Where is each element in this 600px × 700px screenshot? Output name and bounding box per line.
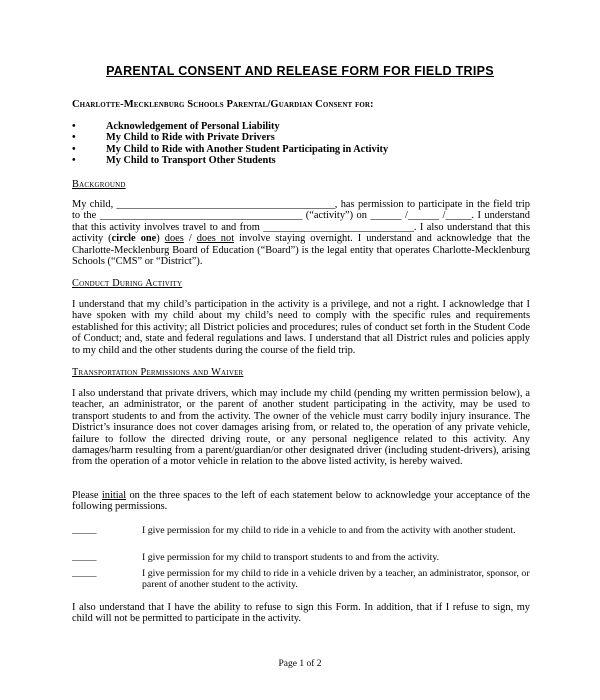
- initial-word: initial: [101, 490, 127, 501]
- bullet-item: [72, 132, 542, 143]
- circle-one-label: circle one: [111, 233, 157, 245]
- bullet-glyph: •: [72, 154, 76, 166]
- background-text-1: My child, __________________________________________, has permission to participate in the field trip to the _______________________________________ (“activity”) on ______ /______ /_____. I understand that this activity involves travel to and from _____________________________. I also understand that this activity (: [72, 199, 530, 245]
- form-title: PARENTAL CONSENT AND RELEASE FORM FOR FIELD TRIPS: [106, 64, 494, 78]
- page-number: Page 1 of 2: [278, 659, 322, 669]
- bullet-glyph: •: [72, 121, 76, 132]
- permission-text-1: I give permission for my child to ride in a vehicle to and from the activity with another student.: [142, 525, 516, 536]
- option-separator: /: [183, 233, 197, 245]
- instruction-after: on the three spaces to the left of each statement below to acknowledge your acceptance of the following permissions.: [72, 490, 530, 513]
- initial-blank-1[interactable]: _____: [72, 525, 97, 536]
- bullet-text: My Child to Transport Other Students: [106, 154, 276, 166]
- bullet-glyph: •: [72, 132, 76, 144]
- consent-for-heading: Charlotte-Mecklenburg Schools Parental/Guardian Consent for:: [72, 99, 374, 110]
- background-text-2: ): [156, 233, 165, 245]
- bullet-item: [72, 144, 542, 155]
- initial-blank-3[interactable]: _____: [72, 568, 97, 579]
- transportation-paragraph: I also understand that private drivers, which may include my child (pending my written permission below), a teacher, an administrator, or the parent of another student participating in the activity, may be used to transport students to and from the activity. The owner of the vehicle must carry bodily injury insurance. The District’s insurance does not cover damages arising from, or related to, the operation of any private vehicle, failure to follow the directed driving route, or any personal negligence related to this activity. Any damages/harm resulting from a parent/guardian/or other designated driver (including student-drivers), arising from the operation of a motor vehicle in relation to the above listed activity, is hereby waived.: [72, 388, 530, 468]
- bullet-glyph: •: [72, 143, 76, 155]
- background-text-3: involve staying overnight. I understand and acknowledge that the Charlotte-Mecklenburg Board of Education (“Board”) is the legal entity that operates Charlotte-Mecklenburg Schools (“CMS” or “District”).: [72, 233, 530, 268]
- conduct-paragraph: I understand that my child’s participation in the activity is a privilege, and not a right. I acknowledge that I have spoken with my child about my child’s need to comply with the specific rules and requirements established for this activity; all District policies and procedures; rules of conduct set forth in the Student Code of Conduct; and, state and federal regulations and laws. I understand that all District rules and policies apply to my child and the other students during the course of the field trip.: [72, 299, 530, 356]
- consent-bullet-list: [72, 121, 542, 166]
- option-does[interactable]: does: [164, 233, 184, 245]
- bullet-item: [72, 121, 542, 132]
- permission-text-3: I give permission for my child to ride in a vehicle driven by a teacher, an administrator, sponsor, or parent of another student to the activity.: [142, 568, 530, 590]
- bullet-text: My Child to Ride with Another Student Participating in Activity: [106, 143, 389, 155]
- bullet-text: My Child to Ride with Private Drivers: [106, 132, 275, 144]
- initial-instruction: [72, 490, 530, 513]
- background-paragraph: [72, 199, 530, 267]
- option-does-not[interactable]: does not: [196, 233, 235, 245]
- instruction-before: Please: [72, 490, 102, 501]
- transportation-heading: Transportation Permissions and Waiver: [72, 367, 244, 378]
- refusal-paragraph: I also understand that I have the ability to refuse to sign this Form. In addition, that if I refuse to sign, my child will not be permitted to participate in the activity.: [72, 602, 530, 625]
- bullet-text: Acknowledgement of Personal Liability: [106, 121, 280, 132]
- conduct-heading: Conduct During Activity: [72, 278, 183, 289]
- initial-blank-2[interactable]: _____: [72, 552, 97, 563]
- background-heading: Background: [72, 179, 126, 190]
- bullet-item: [72, 155, 542, 166]
- permission-text-2: I give permission for my child to transport students to and from the activity.: [142, 552, 440, 563]
